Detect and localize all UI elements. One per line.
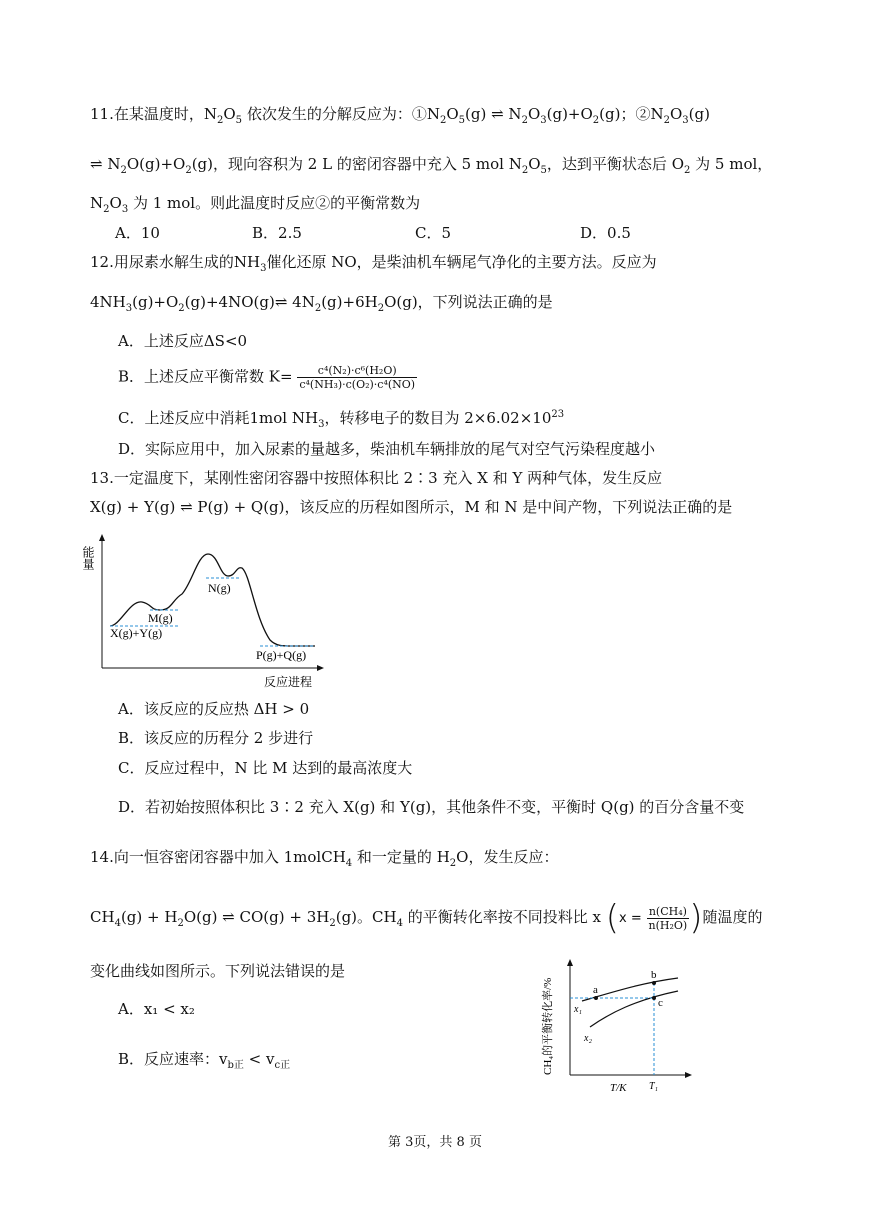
q14-option-b: B．反应速率：$v_{b正} < v_{c正}$ (118, 1050, 291, 1071)
q14-line3: 变化曲线如图所示。下列说法错误的是 (90, 962, 346, 980)
q13-option-b: B．该反应的历程分 2 步进行 (118, 729, 314, 747)
label-t1: T₁ (649, 1081, 659, 1092)
q11-line2: ⇌ $N_2O(g)+O_2(g)$，现向容积为 2 L 的密闭容器中充入 5 mol $N_2O_5$，达到平衡状态后 $O_2$ 为 5 mol， (90, 155, 773, 176)
page-footer: 第 3页，共 8 页 (388, 1135, 482, 1150)
q14-option-a: A．x₁ < x₂ (118, 1000, 195, 1018)
label-b: b (651, 969, 657, 981)
feed-ratio-fraction: $\frac{\text{n(CH₄)}}{\text{n(H₂O)}}$ (648, 904, 688, 932)
label-c: c (658, 997, 663, 1009)
point-b (652, 981, 656, 985)
conversion-chart (540, 955, 700, 1100)
label-pq: P(g)+Q(g) (256, 648, 307, 662)
q11-option-d: D．0.5 (580, 224, 631, 242)
q13-option-a: A．该反应的反应热 ΔH > 0 (118, 700, 310, 718)
q11-option-c: C．5 (415, 224, 452, 242)
q11-line1: 11.在某温度时，$N_2O_5$ 依次发生的分解反应为：$①N_2O_5(g)$ ⇌ $N_2O_3(g)+O_2(g)$；$②N_2O_3(g)$ (90, 105, 710, 126)
label-n: N(g) (208, 581, 231, 595)
point-a (594, 996, 598, 1000)
q12-option-b: B．上述反应平衡常数 K= $\frac{\text{c⁴(N₂)·c⁶(H₂O)}}{\text{c⁴(NH₃)·c(O₂)·c⁴(NO)}}$ (118, 364, 416, 391)
label-m: M(g) (148, 611, 173, 625)
q13-option-d: D．若初始按照体积比 3∶2 充入 X(g) 和 Y(g)，其他条件不变，平衡时 Q(g) 的百分含量不变 (118, 798, 745, 816)
x-axis-arrow (685, 1072, 692, 1078)
q13-line2: X(g) + Y(g) ⇌ P(g) + Q(g)，该反应的历程如图所示，M 和 N 是中间产物，下列说法正确的是 (90, 498, 733, 516)
label-xy: X(g)+Y(g) (110, 626, 163, 640)
label-x1: x₁ (574, 1004, 582, 1015)
point-c (652, 996, 656, 1000)
y-axis-label: 能量 (81, 546, 95, 570)
q12-option-a: A．上述反应ΔS<0 (118, 332, 248, 350)
q14-line2: $CH_4(g) + H_2O(g)$ ⇌ $CO(g) + 3H_2(g)$。$CH_4$ 的平衡转化率按不同投料比 x (x = $\frac{\text{n(CH₄)}}{\text{n(H₂O)}}$ )随温度的 (90, 898, 763, 938)
q13-option-c: C．反应过程中，N 比 M 达到的最高浓度大 (118, 759, 413, 777)
x-axis-arrow (317, 665, 324, 671)
y-axis-arrow (99, 534, 105, 541)
q13-line1: 13.一定温度下，某刚性密闭容器中按照体积比 2∶3 充入 X 和 Y 两种气体，发生反应 (90, 469, 663, 487)
curve-x2 (590, 991, 678, 1027)
q12-option-c: C．上述反应中消耗1mol $NH_3$，转移电子的数目为 $2\times 6.02\times 10^{23}$ (118, 409, 565, 430)
y-axis-arrow (567, 959, 573, 966)
energy-profile-diagram (80, 528, 340, 693)
q11-line3: $N_2O_3$ 为 1 mol。则此温度时反应②的平衡常数为 (90, 194, 421, 215)
x-axis-label: T/K (610, 1082, 627, 1094)
q12-line2: $4NH_3(g)+O_2(g)+4NO(g)\rightleftharpoons$ $4N_2(g)+6H_2O(g)$，下列说法正确的是 (90, 293, 553, 314)
q11-option-a: A．10 (115, 224, 160, 242)
q14-line1: 14.向一恒容密闭容器中加入 1molCH$_4$ 和一定量的 $H_2O$，发生反应： (90, 848, 559, 869)
q11-option-b: B．2.5 (252, 224, 302, 242)
q12-line1: 12.用尿素水解生成的$NH_3$催化还原 NO，是柴油机车辆尾气净化的主要方法。反应为 (90, 253, 657, 274)
label-a: a (593, 984, 598, 996)
y-axis-label: CH₄的平衡转化率/% (542, 977, 554, 1075)
q12-option-d: D．实际应用中，加入尿素的量越多，柴油机车辆排放的尾气对空气污染程度越小 (118, 440, 656, 458)
label-x2: x₂ (584, 1033, 592, 1044)
equilibrium-constant-fraction: $\frac{\text{c⁴(N₂)·c⁶(H₂O)}}{\text{c⁴(NH₃)·c(O₂)·c⁴(NO)}}$ (299, 364, 416, 391)
x-axis-label: 反应进程 (264, 675, 313, 689)
